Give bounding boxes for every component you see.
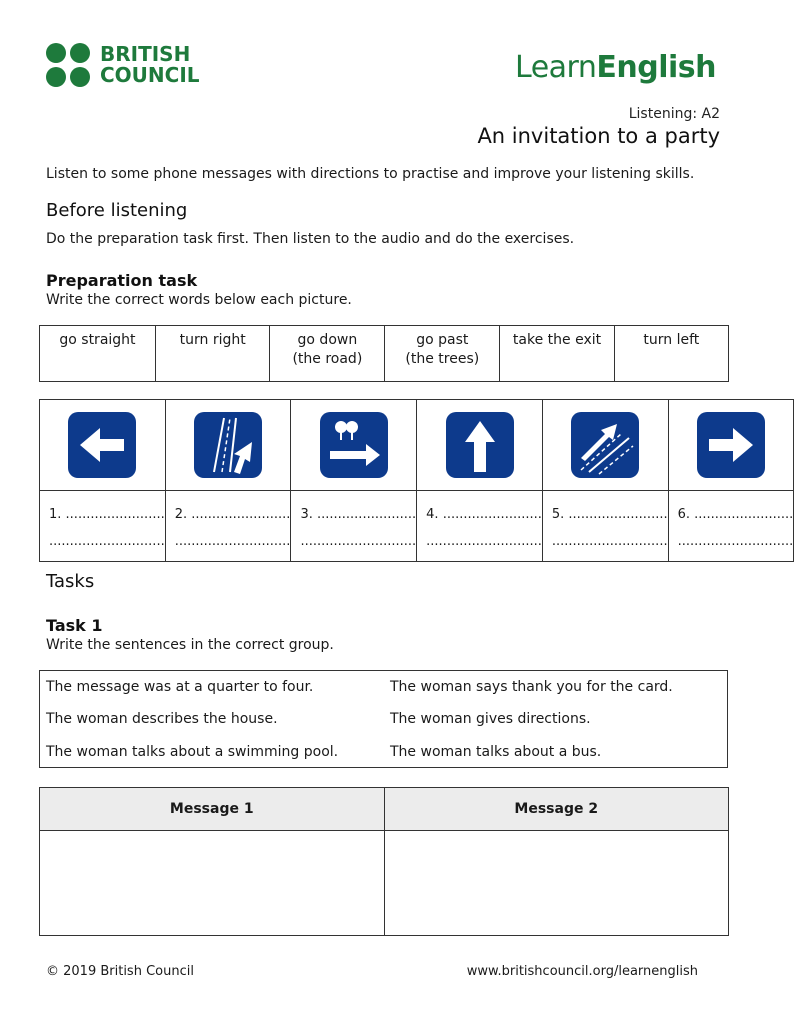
word-cell: go past (the trees)	[385, 326, 500, 382]
before-listening-heading: Before listening	[46, 200, 188, 221]
message-1-answer-area[interactable]	[40, 831, 385, 936]
sentence-item: The woman talks about a swimming pool.	[46, 744, 339, 760]
sentence-item: The woman says thank you for the card.	[390, 679, 673, 695]
arrow-up-sign-icon	[446, 412, 514, 478]
preparation-instruction: Write the correct words below each picture.	[46, 292, 352, 308]
answer-cell[interactable]: 6. ........................ ............................	[668, 491, 794, 562]
level-label: Listening: A2	[628, 106, 720, 122]
message-2-header: Message 2	[384, 788, 729, 831]
message-2-answer-area[interactable]	[384, 831, 729, 936]
logo-english: English	[596, 50, 716, 85]
sentences-box	[39, 670, 728, 768]
logo-line-1: BRITISH	[100, 42, 191, 66]
answer-cell[interactable]: 1. ........................ ............................	[40, 491, 166, 562]
word-cell: turn left	[614, 326, 728, 382]
sentence-item: The woman gives directions.	[390, 711, 591, 727]
answer-cell[interactable]: 5. ........................ ............................	[542, 491, 668, 562]
road-turn-right-sign-icon	[194, 412, 262, 478]
task1-heading: Task 1	[46, 616, 103, 635]
learnenglish-logo	[515, 50, 716, 85]
answer-cell[interactable]: 3. ........................ ............................	[291, 491, 417, 562]
sentence-item: The message was at a quarter to four.	[46, 679, 314, 695]
arrow-left-sign-icon	[68, 412, 136, 478]
task1-instruction: Write the sentences in the correct group.	[46, 637, 334, 653]
footer-url[interactable]: www.britishcouncil.org/learnenglish	[466, 964, 698, 979]
sentence-item: The woman talks about a bus.	[390, 744, 602, 760]
tasks-heading: Tasks	[46, 571, 95, 592]
go-past-trees-sign-icon	[320, 412, 388, 478]
footer-copyright: © 2019 British Council	[46, 964, 194, 979]
answer-cell[interactable]: 4. ........................ ............................	[417, 491, 543, 562]
words-table	[39, 325, 729, 382]
message-1-header: Message 1	[40, 788, 385, 831]
word-cell: go down (the road)	[270, 326, 385, 382]
arrow-right-sign-icon	[697, 412, 765, 478]
before-listening-text: Do the preparation task first. Then listen to the audio and do the exercises.	[46, 231, 575, 247]
sentence-item: The woman describes the house.	[46, 711, 278, 727]
word-cell: go straight	[40, 326, 156, 382]
logo-line-2: COUNCIL	[100, 63, 200, 87]
logo-learn: Learn	[515, 50, 597, 85]
page-title: An invitation to a party	[477, 124, 720, 148]
pictures-table	[39, 399, 794, 562]
answer-cell[interactable]: 2. ........................ ............................	[165, 491, 291, 562]
message-table	[39, 787, 729, 936]
exit-road-sign-icon	[571, 412, 639, 478]
word-cell: turn right	[155, 326, 270, 382]
intro-text: Listen to some phone messages with directions to practise and improve your listening skills.	[46, 166, 695, 182]
british-council-logo	[46, 43, 216, 89]
word-cell: take the exit	[500, 326, 614, 382]
preparation-heading: Preparation task	[46, 271, 198, 290]
british-council-dots-icon	[46, 43, 92, 89]
